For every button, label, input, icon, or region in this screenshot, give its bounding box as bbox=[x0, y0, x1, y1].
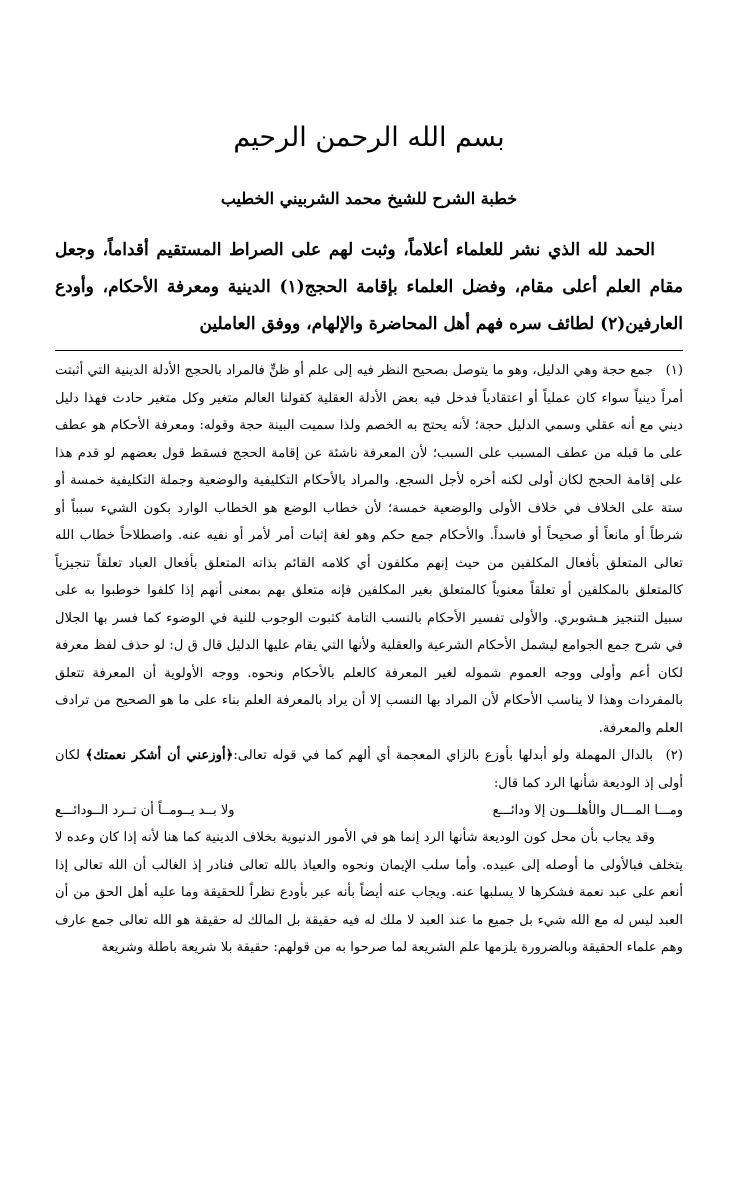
footnote-2-text-before: بالدال المهملة ولو أبدلها بأوزع بالزاي المعجمة أي ألهم كما في قوله تعالى: bbox=[233, 748, 653, 763]
footnote-2 bbox=[55, 742, 683, 797]
verse-second-hemistich: ولا بــد يــومــاً أن تــرد الــودائـــع bbox=[55, 803, 235, 818]
book-page bbox=[55, 0, 683, 1182]
footnote-2-text-after: لكان أولى إذ الوديعة شأنها الرد كما قال: bbox=[55, 748, 683, 791]
poetry-verse bbox=[55, 797, 683, 824]
footnote-1-text: جمع حجة وهي الدليل، وهو ما يتوصل بصحيح النظر فيه إلى علم أو ظنٍّ فالمراد بالحجج الأدلة الدينية التي أثبتت أمراً دينياً سواء كان عملياً أو اعتقادياً فدخل فيه بعض الأدلة العقلية كقولنا العالم متغير وكل متغير حادث فهذا دليل ديني مع أنه عقلي وسمي الدليل حجة؛ لأنه يحتج به الخصم ولذا سميت البينة حجة وقوله: ومعرفة الأحكام هو عطف على ما قبله من عطف المسبب على السبب؛ لأن المعرفة ناشئة عن إقامة الحجج فسقط قول بعضهم لو قدم هذا على إقامة الحجج لكان أولى لكنه أخره لأجل السجع. والمراد بالأحكام التكليفية والوضعية وجملة التكليفية خمسة أو ستة على الخلاف في خلاف الأولى والوضعية خمسة؛ لأن خطاب الوضع هو الخطاب الوارد بكون الشيء سبباً أو شرطاً أو مانعاً أو صحيحاً أو فاسداً. والأحكام جمع حكم وهو لغة إثبات أمر لأمر أو نفيه عنه. واصطلاحاً خطاب الله تعالى المتعلق بأفعال المكلفين من حيث إنهم مكلفون أي كلامه القائم بذاته المتعلق بأفعال العباد تعلقاً تنجيزياً كالمتعلق بالمكلفين أو تعلقاً معنوياً كالمتعلق بغير المكلفين فإنه متعلق بهم بمعنى أنهم إذا كلفوا خوطبوا به على سبيل التنجيز هـشوبري. والأولى تفسير الأحكام بالنسب التامة كثبوت الوجوب للنية في الوضوء كما فسر بها الجلال في شرح جمع الجوامع ليشمل الأحكام الشرعية والعقلية ولأنها التي يقام عليها الدليل قال ق ل: لو حذف لفظ معرفة لكان أعم وأولى ووجه العموم شموله لغير المعرفة كالعلم بالأحكام ونحوه. ووجه الأولوية أن المعرفة تتعلق بالمفردات وهذا لا يناسب الأحكام لأن المراد بها النسب إلا أن يراد بالمعرفة العلم بناء على ما هو الصحيح من ترادف العلم والمعرفة. bbox=[55, 363, 683, 736]
footnote-2-continuation: وقد يجاب بأن محل كون الوديعة شأنها الرد إنما هو في الأمور الدنيوية بخلاف الدينية كما هنا لأنه إذا كان وعده لا يتخلف فبالأولى ما أوصله إلى عبيده. وأما سلب الإيمان ونحوه والعياذ بالله تعالى فنادر إذ الغالب أن الله تعالى إذا أنعم على عبد نعمة فشكرها لا يسلبها عنه. ويجاب عنه أيضاً بأنه عبر بأودع نظراً للحقيقة وما عليه أهل الحق من أن العبد ليس له مع الله شيء بل جميع ما عند العبد لا ملك له فيه حقيقة بل المالك له حقيقة هو الله تعالى جمع عارف وهم علماء الحقيقة وبالضرورة يلزمها علم الشريعة لما صرحوا به من قولهم: حقيقة بلا شريعة باطلة وشريعة bbox=[55, 830, 683, 955]
sermon-title: خطبة الشرح للشيخ محمد الشربيني الخطيب bbox=[220, 189, 518, 208]
footnotes-section bbox=[55, 350, 683, 962]
footnote-2-number: (٢) bbox=[665, 748, 683, 763]
footnote-1 bbox=[55, 357, 683, 742]
main-paragraph: الحمد لله الذي نشر للعلماء أعلاماً، وثبت لهم على الصراط المستقيم أقداماً، وجعل مقام العلم أعلى مقام، وفضل العلماء بإقامة الحجج(١) الدينية ومعرفة الأحكام، وأودع العارفين(٢) لطائف سره فهم أهل المحاضرة والإلهام، ووفق العاملين bbox=[55, 240, 683, 334]
footnote-2-quran-quote: ﴿أوزعني أن أشكر نعمتك﴾ bbox=[85, 748, 234, 763]
basmala-text: بسم الله الرحمن الرحيم bbox=[233, 122, 505, 153]
footnote-1-number: (١) bbox=[665, 363, 683, 378]
verse-first-hemistich: ومـــا المـــال والأهلـــون إلا ودائـــع bbox=[492, 803, 683, 818]
basmala-heading bbox=[55, 118, 683, 158]
